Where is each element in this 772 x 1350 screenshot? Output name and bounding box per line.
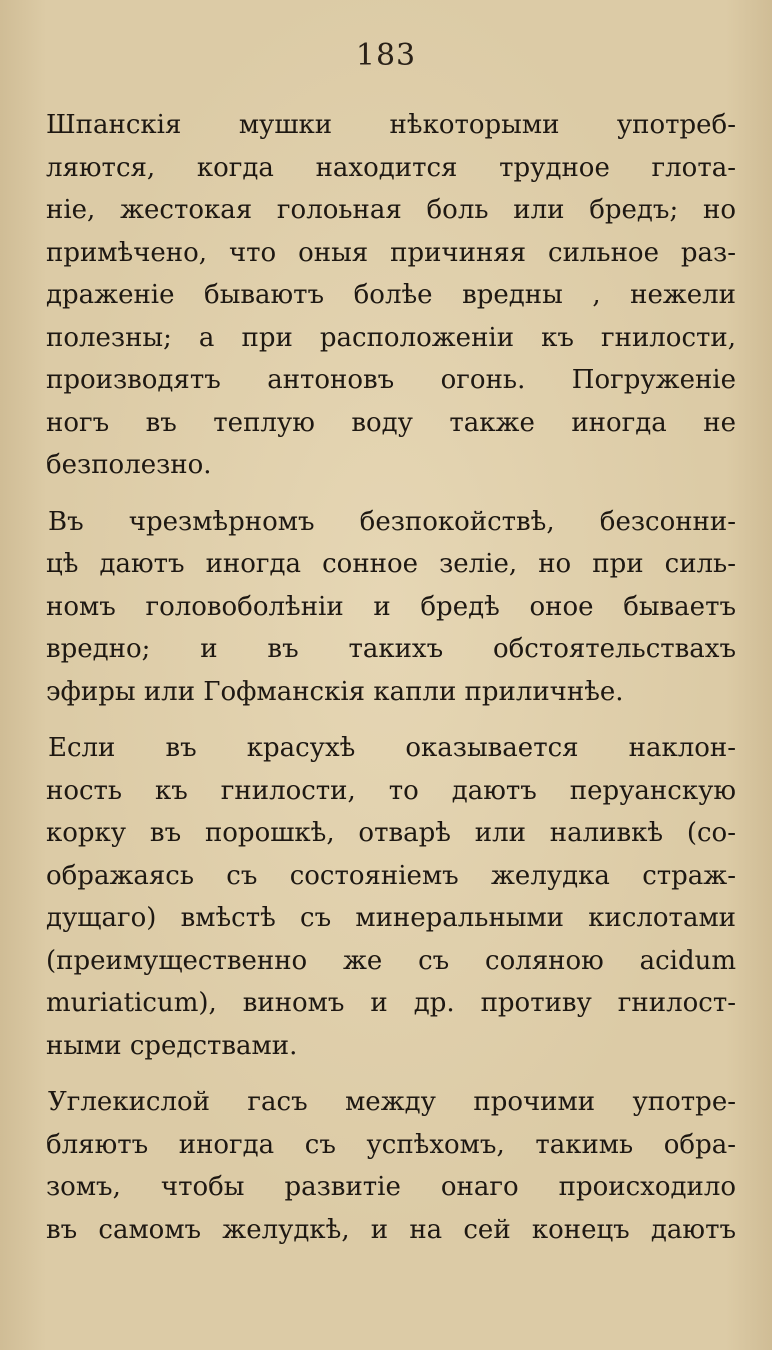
paragraph-4 <box>46 1081 736 1251</box>
text-line: ногъ въ теплую воду также иногда не <box>46 407 736 438</box>
text-line: ніе, жестокая голоьная боль или бредъ; но <box>46 195 736 225</box>
text-line: эфиры или Гофманскія капли приличнѣе. <box>46 676 624 707</box>
text-line: безполезно. <box>46 450 212 480</box>
text-line: драженіе бываютъ болѣе вредны , нежели <box>46 280 736 310</box>
text-line: (преимущественно же съ соляною acidum <box>46 945 736 976</box>
text-line: muriaticum), виномъ и др. противу гнилост- <box>46 988 736 1018</box>
text-line: дущаго) вмѣстѣ съ минеральными кислотами <box>46 903 736 933</box>
text-line: Углекислой гасъ между прочими употре- <box>48 1087 736 1117</box>
text-line: Шпанскія мушки нѣкоторыми употреб- <box>46 110 736 140</box>
body-text <box>46 104 736 1251</box>
text-line: Если въ красухѣ оказывается наклон- <box>48 733 736 763</box>
text-line: зомъ, чтобы развитіе онаго происходило <box>46 1172 736 1202</box>
text-line: цѣ даютъ иногда сонное зеліе, но при силь- <box>46 549 736 579</box>
text-line: корку въ порошкѣ, отварѣ или наливкѣ (со- <box>46 818 736 848</box>
text-line: въ самомъ желудкѣ, и на сей конецъ даютъ <box>46 1214 736 1245</box>
text-line: полезны; а при расположеніи къ гнилости, <box>46 322 736 353</box>
text-line: бляютъ иногда съ успѣхомъ, такимь обра- <box>46 1129 736 1160</box>
paragraph-3 <box>46 727 736 1067</box>
text-line: ными средствами. <box>46 1030 298 1061</box>
paragraph-2 <box>46 501 736 714</box>
text-line: номъ головоболѣніи и бредѣ оное бываетъ <box>46 591 736 622</box>
text-line: ляются, когда находится трудное глота- <box>46 152 736 183</box>
text-line: примѣчено, что оныя причиняя сильное раз- <box>46 237 736 268</box>
paragraph-1 <box>46 104 736 487</box>
text-line: производятъ антоновъ огонь. Погруженіе <box>46 365 736 395</box>
text-line: вредно; и въ такихъ обстоятельствахъ <box>46 634 736 664</box>
page-number: 183 <box>355 38 417 73</box>
text-line: ность къ гнилости, то даютъ перуанскую <box>46 775 736 806</box>
text-line: ображаясь съ состояніемъ желудка страж- <box>46 860 736 891</box>
text-line: Въ чрезмѣрномъ безпокойствѣ, безсонни- <box>48 506 736 537</box>
